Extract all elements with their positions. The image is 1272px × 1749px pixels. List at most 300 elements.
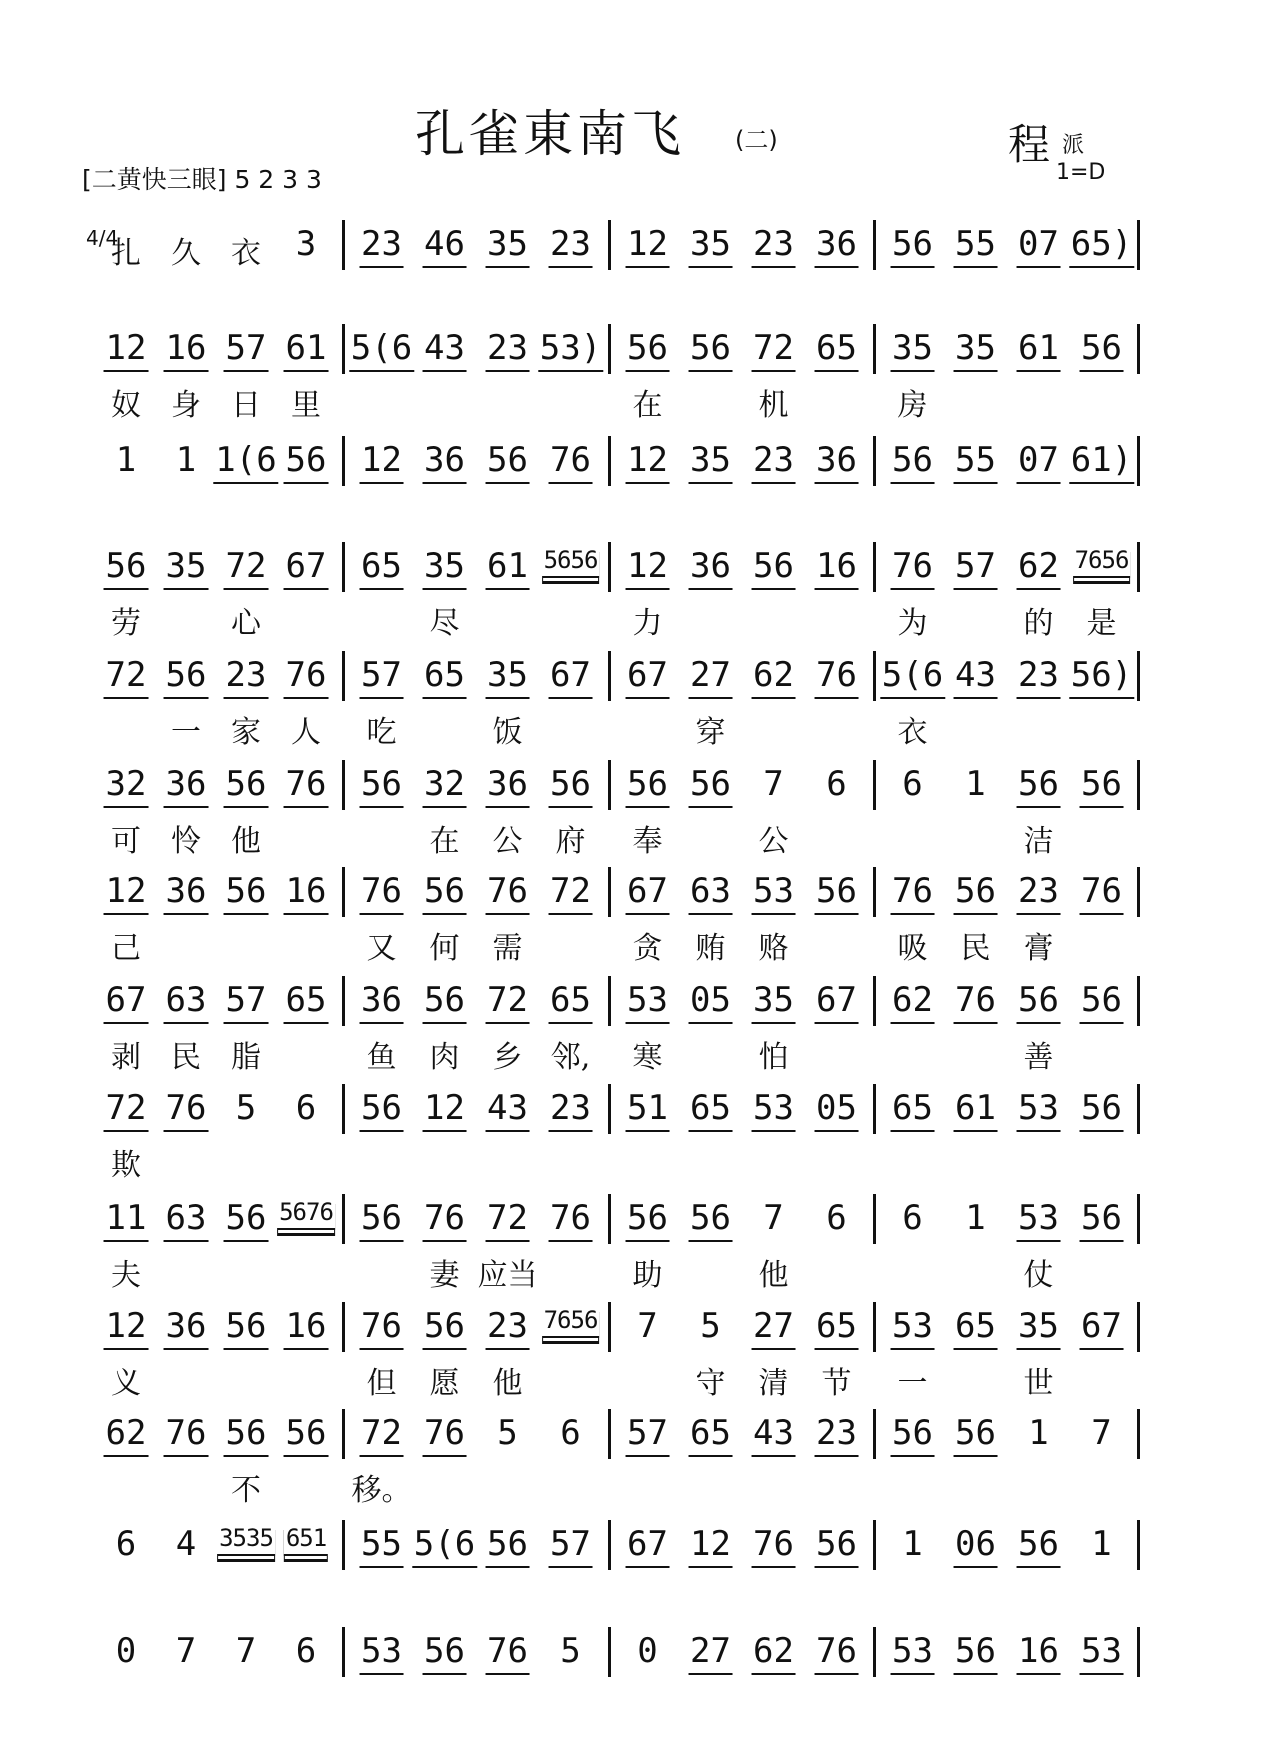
jianpu-note: 76	[890, 546, 935, 590]
jianpu-note: 36	[359, 980, 404, 1024]
jianpu-note: 7656	[542, 1306, 600, 1338]
jianpu-note: 5	[497, 1413, 518, 1453]
jianpu-note: 53	[625, 980, 670, 1024]
lyric-syllable: 鱼	[366, 1040, 397, 1075]
jianpu-note: 12	[625, 546, 670, 590]
jianpu-note: 61	[485, 546, 530, 590]
jianpu-note: 35	[953, 328, 998, 372]
jianpu-note: 35	[485, 655, 530, 699]
jianpu-note: 67	[104, 980, 149, 1024]
jianpu-note: 1	[1091, 1524, 1112, 1564]
lyric-syllable: 心	[231, 606, 261, 641]
jianpu-note: 56	[1079, 764, 1124, 808]
jianpu-note: 76	[953, 980, 998, 1024]
jianpu-note: 76	[814, 655, 859, 699]
jianpu-note: 1	[1028, 1413, 1049, 1453]
jianpu-note: 6	[826, 764, 847, 804]
jianpu-note: 76	[548, 440, 593, 484]
jianpu-note: 23	[548, 1088, 593, 1132]
bar-line	[608, 324, 611, 374]
bar-line	[342, 1194, 345, 1244]
lyric-syllable: 机	[758, 388, 789, 423]
lyric-syllable: 需	[492, 931, 523, 966]
lyric-syllable: 身	[171, 388, 201, 423]
jianpu-note: 65	[814, 1306, 859, 1350]
lyric-syllable: 他	[492, 1366, 523, 1401]
bar-line	[342, 867, 345, 917]
jianpu-note: 32	[422, 764, 467, 808]
jianpu-note: 1	[902, 1524, 923, 1564]
jianpu-note: 57	[224, 980, 269, 1024]
jianpu-note: 5(6	[349, 328, 414, 372]
bar-line	[608, 1409, 611, 1459]
lyric-syllable: 奉	[632, 824, 663, 859]
jianpu-note: 56	[1016, 1524, 1061, 1568]
jianpu-note: 12	[104, 328, 149, 372]
jianpu-note: 56	[224, 1306, 269, 1350]
bar-line	[608, 1084, 611, 1134]
jianpu-note: 72	[359, 1413, 404, 1457]
lyric-syllable: 奴	[111, 388, 141, 423]
bar-line	[342, 542, 345, 592]
title-part-number: (二)	[735, 126, 778, 154]
jianpu-note: 36	[164, 1306, 209, 1350]
jianpu-note: 1	[115, 440, 137, 480]
jianpu-note: 61	[1016, 328, 1061, 372]
jianpu-note: 62	[1016, 546, 1061, 590]
jianpu-note: 56	[625, 764, 670, 808]
lyric-syllable: 欺	[111, 1148, 141, 1183]
lyric-syllable: 民	[171, 1040, 201, 1075]
jianpu-note: 1	[175, 440, 197, 480]
jianpu-note: 1	[965, 1198, 986, 1238]
jianpu-note: 36	[814, 224, 859, 268]
bar-line	[342, 760, 345, 810]
bar-line	[1137, 1194, 1140, 1244]
bar-line	[873, 867, 876, 917]
jianpu-note: 65	[284, 980, 329, 1024]
jianpu-note: 61	[953, 1088, 998, 1132]
lyric-syllable: 一	[171, 715, 201, 750]
jianpu-note: 32	[104, 764, 149, 808]
jianpu-note: 76	[890, 871, 935, 915]
bar-line	[1137, 1520, 1140, 1570]
jianpu-note: 76	[164, 1413, 209, 1457]
bar-line	[1137, 651, 1140, 701]
jianpu-note: 53	[890, 1631, 935, 1675]
lyric-syllable: 人	[291, 715, 321, 750]
jianpu-note: 65	[688, 1413, 733, 1457]
jianpu-note: 67	[1079, 1306, 1124, 1350]
jianpu-note: 23	[485, 1306, 530, 1350]
jianpu-note: 67	[625, 655, 670, 699]
lyric-syllable: 他	[758, 1258, 789, 1293]
bar-line	[342, 324, 345, 374]
jianpu-note: 5(6	[880, 655, 945, 699]
jianpu-note: 76	[422, 1413, 467, 1457]
lyric-syllable: 不	[231, 1473, 261, 1508]
lyric-syllable: 清	[758, 1366, 789, 1401]
jianpu-note: 23	[485, 328, 530, 372]
jianpu-note: 76	[164, 1088, 209, 1132]
jianpu-note: 16	[284, 1306, 329, 1350]
bar-line	[608, 1627, 611, 1677]
jianpu-note: 65	[548, 980, 593, 1024]
lyric-syllable: 家	[231, 715, 261, 750]
jianpu-note: 12	[104, 871, 149, 915]
jianpu-note: 72	[485, 1198, 530, 1242]
bar-line	[873, 651, 876, 701]
jianpu-note: 56	[548, 764, 593, 808]
jianpu-note: 27	[688, 655, 733, 699]
jianpu-note: 76	[485, 871, 530, 915]
bar-line	[1137, 867, 1140, 917]
jianpu-note: 61)	[1069, 440, 1134, 484]
bar-line	[1137, 1084, 1140, 1134]
lyric-syllable: 何	[429, 931, 460, 966]
lyric-syllable: 府	[555, 824, 586, 859]
jianpu-note: 62	[751, 655, 796, 699]
jianpu-note: 43	[422, 328, 467, 372]
jianpu-note: 65	[890, 1088, 935, 1132]
lyric-syllable: 己	[111, 931, 141, 966]
jianpu-note: 65	[953, 1306, 998, 1350]
jianpu-note: 651	[284, 1524, 328, 1556]
lyric-syllable: 应当	[477, 1258, 538, 1293]
jianpu-note: 53)	[538, 328, 603, 372]
jianpu-note: 07	[1016, 440, 1061, 484]
bar-line	[608, 760, 611, 810]
jianpu-note: 72	[751, 328, 796, 372]
jianpu-note: 56	[284, 440, 329, 484]
jianpu-note: 55	[953, 440, 998, 484]
bar-line	[873, 1409, 876, 1459]
bar-line	[873, 1302, 876, 1352]
jianpu-note: 67	[548, 655, 593, 699]
jianpu-note: 23	[751, 440, 796, 484]
bar-line	[873, 1520, 876, 1570]
lyric-syllable: 可	[111, 824, 141, 859]
bar-line	[873, 1084, 876, 1134]
lyric-syllable: 贪	[632, 931, 663, 966]
bar-line	[608, 436, 611, 486]
lyric-syllable: 里	[291, 388, 321, 423]
lyric-syllable: 为	[897, 606, 928, 641]
lyric-syllable: 守	[695, 1366, 726, 1401]
lyric-syllable: 邻,	[550, 1040, 591, 1075]
lyric-syllable: 劳	[111, 606, 141, 641]
jianpu-note: 56	[359, 1198, 404, 1242]
jianpu-note: 56	[814, 871, 859, 915]
jianpu-note: 56	[1079, 1088, 1124, 1132]
jianpu-note: 76	[751, 1524, 796, 1568]
jianpu-note: 56	[359, 1088, 404, 1132]
lyric-syllable: 善	[1023, 1040, 1054, 1075]
jianpu-note: 56	[890, 224, 935, 268]
jianpu-note: 23	[751, 224, 796, 268]
jianpu-note: 12	[359, 440, 404, 484]
lyric-syllable: 在	[429, 824, 460, 859]
jianpu-note: 5	[700, 1306, 721, 1346]
jianpu-note: 12	[625, 224, 670, 268]
school-suffix: 派	[1062, 133, 1085, 158]
jianpu-note: 35	[890, 328, 935, 372]
jianpu-note: 1(6	[213, 440, 278, 484]
jianpu-note: 35	[485, 224, 530, 268]
jianpu-note: 12	[104, 1306, 149, 1350]
lyric-syllable: 尽	[429, 606, 460, 641]
lyric-syllable: 贿	[695, 931, 726, 966]
bar-line	[342, 976, 345, 1026]
jianpu-note: 65	[422, 655, 467, 699]
bar-line	[342, 1084, 345, 1134]
bar-line	[608, 976, 611, 1026]
jianpu-note: 62	[104, 1413, 149, 1457]
lyric-syllable: 世	[1023, 1366, 1054, 1401]
jianpu-note: 65)	[1069, 224, 1134, 268]
jianpu-note: 36	[164, 871, 209, 915]
bar-line	[608, 1302, 611, 1352]
jianpu-note: 7	[763, 764, 784, 804]
jianpu-note: 5	[235, 1088, 257, 1128]
lyric-syllable: 公	[492, 824, 523, 859]
jianpu-note: 56	[164, 655, 209, 699]
jianpu-note: 76	[814, 1631, 859, 1675]
jianpu-note: 56	[688, 1198, 733, 1242]
jianpu-note: 11	[104, 1198, 149, 1242]
jianpu-note: 43	[751, 1413, 796, 1457]
jianpu-note: 5676	[277, 1198, 335, 1230]
jianpu-note: 56)	[1069, 655, 1134, 699]
jianpu-note: 65	[688, 1088, 733, 1132]
bar-line	[342, 1409, 345, 1459]
jianpu-note: 7	[235, 1631, 257, 1671]
jianpu-note: 16	[284, 871, 329, 915]
lyric-syllable: 公	[758, 824, 789, 859]
jianpu-note: 63	[688, 871, 733, 915]
jianpu-note: 53	[890, 1306, 935, 1350]
lyric-syllable: 吸	[897, 931, 928, 966]
lyric-syllable: 衣	[897, 715, 928, 750]
jianpu-note: 12	[688, 1524, 733, 1568]
jianpu-note: 76	[548, 1198, 593, 1242]
lyric-syllable: 仗	[1023, 1258, 1054, 1293]
bar-line	[608, 220, 611, 270]
jianpu-note: 76	[1079, 871, 1124, 915]
jianpu-note: 72	[104, 655, 149, 699]
jianpu-note: 23	[359, 224, 404, 268]
lyric-syllable: 寒	[632, 1040, 663, 1075]
jianpu-note: 16	[164, 328, 209, 372]
jianpu-note: 53	[359, 1631, 404, 1675]
jianpu-note: 23	[548, 224, 593, 268]
lyric-syllable: 肉	[429, 1040, 460, 1075]
jianpu-note: 7	[1091, 1413, 1112, 1453]
jianpu-note: 56	[485, 440, 530, 484]
jianpu-note: 55	[359, 1524, 404, 1568]
jianpu-note: 56	[485, 1524, 530, 1568]
lyric-syllable: 但	[366, 1366, 397, 1401]
lyric-syllable: 房	[897, 388, 928, 423]
bar-line	[873, 760, 876, 810]
bar-line	[342, 1627, 345, 1677]
jianpu-note: 56	[1079, 980, 1124, 1024]
jianpu-note: 76	[485, 1631, 530, 1675]
jianpu-note: 12	[625, 440, 670, 484]
jianpu-note: 06	[953, 1524, 998, 1568]
jianpu-note: 61	[284, 328, 329, 372]
bar-line	[608, 1520, 611, 1570]
lyric-syllable: 衣	[231, 236, 261, 271]
jianpu-note: 63	[164, 980, 209, 1024]
jianpu-note: 56	[1079, 1198, 1124, 1242]
time-signature: 4/4	[86, 226, 119, 250]
jianpu-note: 35	[422, 546, 467, 590]
jianpu-note: 51	[625, 1088, 670, 1132]
jianpu-note: 56	[625, 1198, 670, 1242]
jianpu-note: 56	[224, 1198, 269, 1242]
jianpu-note: 62	[751, 1631, 796, 1675]
jianpu-note: 46	[422, 224, 467, 268]
jianpu-note: 67	[625, 871, 670, 915]
lyric-syllable: 是	[1086, 606, 1117, 641]
lyric-syllable: 吃	[366, 715, 397, 750]
lyric-syllable: 移。	[351, 1473, 412, 1508]
jianpu-note: 56	[953, 871, 998, 915]
jianpu-note: 76	[359, 1306, 404, 1350]
jianpu-note: 23	[1016, 871, 1061, 915]
jianpu-note: 6	[295, 1088, 317, 1128]
bar-line	[1137, 760, 1140, 810]
jianpu-note: 35	[164, 546, 209, 590]
jianpu-note: 76	[284, 764, 329, 808]
jianpu-note: 76	[284, 655, 329, 699]
jianpu-note: 56	[422, 871, 467, 915]
jianpu-note: 56	[359, 764, 404, 808]
jianpu-note: 36	[688, 546, 733, 590]
jianpu-note: 65	[359, 546, 404, 590]
jianpu-note: 76	[422, 1198, 467, 1242]
jianpu-note: 6	[826, 1198, 847, 1238]
lyric-syllable: 怕	[758, 1040, 789, 1075]
jianpu-note: 5656	[542, 546, 600, 578]
bar-line	[608, 867, 611, 917]
bar-line	[1137, 542, 1140, 592]
lyric-syllable: 久	[171, 236, 201, 271]
lyric-syllable: 在	[632, 388, 663, 423]
lyric-syllable: 义	[111, 1366, 141, 1401]
bar-line	[342, 1302, 345, 1352]
jianpu-note: 56	[625, 328, 670, 372]
jianpu-note: 63	[164, 1198, 209, 1242]
jianpu-note: 35	[688, 224, 733, 268]
lyric-syllable: 力	[632, 606, 663, 641]
intro-tempo: [二黄快三眼] 5 2 3 3	[82, 165, 322, 194]
bar-line	[1137, 1627, 1140, 1677]
jianpu-note: 35	[1016, 1306, 1061, 1350]
jianpu-note: 67	[814, 980, 859, 1024]
bar-line	[873, 220, 876, 270]
jianpu-note: 0	[637, 1631, 658, 1671]
jianpu-note: 53	[751, 871, 796, 915]
jianpu-note: 36	[814, 440, 859, 484]
jianpu-note: 3	[295, 224, 317, 264]
jianpu-note: 43	[953, 655, 998, 699]
jianpu-note: 56	[422, 1306, 467, 1350]
jianpu-note: 56	[953, 1631, 998, 1675]
jianpu-note: 56	[284, 1413, 329, 1457]
jianpu-note: 72	[548, 871, 593, 915]
jianpu-note: 07	[1016, 224, 1061, 268]
jianpu-note: 72	[485, 980, 530, 1024]
bar-line	[873, 1194, 876, 1244]
bar-line	[873, 436, 876, 486]
page-title: 孔雀東南飞	[415, 105, 685, 163]
jianpu-note: 56	[224, 764, 269, 808]
jianpu-note: 0	[115, 1631, 137, 1671]
jianpu-note: 53	[1016, 1088, 1061, 1132]
jianpu-note: 56	[224, 871, 269, 915]
lyric-syllable: 又	[366, 931, 397, 966]
jianpu-note: 36	[422, 440, 467, 484]
jianpu-note: 16	[814, 546, 859, 590]
jianpu-note: 53	[751, 1088, 796, 1132]
jianpu-note: 16	[1016, 1631, 1061, 1675]
bar-line	[873, 1627, 876, 1677]
jianpu-note: 7	[175, 1631, 197, 1671]
bar-line	[873, 542, 876, 592]
lyric-syllable: 愿	[429, 1366, 460, 1401]
lyric-syllable: 节	[821, 1366, 852, 1401]
bar-line	[342, 1520, 345, 1570]
lyric-syllable: 怜	[171, 824, 201, 859]
jianpu-note: 57	[548, 1524, 593, 1568]
lyric-syllable: 穿	[695, 715, 726, 750]
bar-line	[608, 1194, 611, 1244]
lyric-syllable: 夫	[111, 1258, 141, 1293]
jianpu-note: 56	[751, 546, 796, 590]
jianpu-note: 6	[902, 764, 923, 804]
jianpu-note: 56	[422, 980, 467, 1024]
jianpu-note: 6	[902, 1198, 923, 1238]
school-name: 程	[1008, 120, 1051, 169]
lyric-syllable: 的	[1023, 606, 1054, 641]
jianpu-note: 27	[751, 1306, 796, 1350]
lyric-syllable: 剥	[111, 1040, 141, 1075]
jianpu-note: 53	[1016, 1198, 1061, 1242]
jianpu-note: 56	[890, 1413, 935, 1457]
jianpu-note: 7	[763, 1198, 784, 1238]
lyric-syllable: 乡	[492, 1040, 523, 1075]
jianpu-note: 4	[175, 1524, 197, 1564]
jianpu-note: 55	[953, 224, 998, 268]
jianpu-note: 23	[1016, 655, 1061, 699]
jianpu-note: 05	[814, 1088, 859, 1132]
jianpu-note: 56	[953, 1413, 998, 1457]
jianpu-note: 53	[1079, 1631, 1124, 1675]
lyric-syllable: 饭	[492, 715, 523, 750]
bar-line	[342, 651, 345, 701]
lyric-syllable: 赂	[758, 931, 789, 966]
jianpu-note: 7	[637, 1306, 658, 1346]
jianpu-note: 56	[1079, 328, 1124, 372]
bar-line	[608, 542, 611, 592]
lyric-syllable: 助	[632, 1258, 663, 1293]
jianpu-note: 57	[224, 328, 269, 372]
jianpu-note: 5	[560, 1631, 581, 1671]
jianpu-note: 05	[688, 980, 733, 1024]
bar-line	[342, 436, 345, 486]
